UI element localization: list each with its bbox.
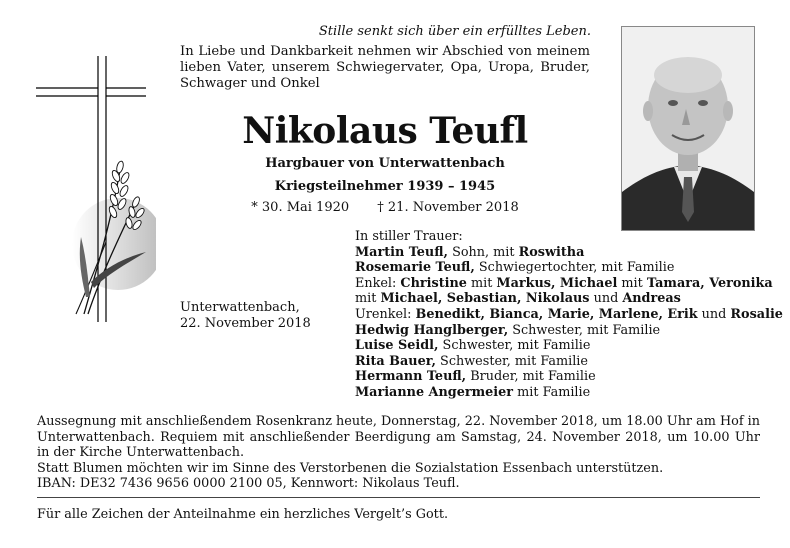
mourner-relation: mit Familie	[513, 384, 591, 400]
portrait-image	[622, 27, 754, 230]
mourner-relation: Sohn, mit	[448, 244, 519, 260]
mourner-line	[355, 245, 760, 261]
mourner-name: Christine	[400, 275, 467, 291]
mourner-name: Roswitha	[518, 244, 585, 260]
place-date	[180, 300, 345, 332]
mourner-name: Rita Bauer,	[355, 353, 436, 369]
mourner-line	[355, 369, 760, 385]
mourner-relation: Enkel:	[355, 275, 401, 291]
portrait-photo	[621, 26, 755, 231]
mourner-name: Luise Seidl,	[355, 338, 439, 354]
donation-text: Statt Blumen möchten wir im Sinne des Verstorbenen die Sozialstation Essenbach unterstützen.	[37, 460, 664, 476]
mourner-name: Michael, Sebastian, Nikolaus	[380, 291, 590, 307]
place: Unterwattenbach,	[180, 300, 300, 315]
mourner-name: Benedikt, Bianca, Marie, Marlene, Erik	[415, 306, 698, 322]
mourner-name: Markus, Michael	[496, 275, 618, 291]
iban-text: IBAN: DE32 7436 9656 0000 2100 05, Kennwort: Nikolaus Teufl.	[37, 476, 460, 492]
intro-text: In Liebe und Dankbarkeit nehmen wir Abschied von meinem lieben Vater, unserem Schwiegervater, Opa, Uropa, Bruder, Schwager und Onkel	[180, 44, 590, 91]
deceased-name: Nikolaus Teufl	[242, 110, 528, 152]
mourner-line	[355, 306, 783, 323]
cross-wheat-icon	[36, 52, 156, 332]
divider	[37, 497, 760, 498]
death-date: † 21. November 2018	[377, 200, 519, 215]
mourner-name: Rosemarie Teufl,	[355, 260, 475, 276]
mourner-line	[355, 323, 760, 339]
motto: Stille senkt sich über ein erfülltes Leben.	[318, 24, 591, 39]
mourner-name: Rosalie	[730, 306, 783, 322]
mourner-relation: und	[589, 291, 623, 307]
mourner-line	[355, 260, 760, 276]
mourner-relation: Schwester, mit Familie	[438, 338, 591, 354]
mourner-relation: Schwester, mit Familie	[435, 353, 588, 369]
mourner-name: Marianne Angermeier	[355, 384, 514, 400]
mourner-name: Tamara, Veronika	[646, 275, 773, 291]
mourner-relation: mit	[355, 291, 381, 307]
mourner-relation: und	[697, 306, 731, 322]
mourner-relation: Bruder, mit Familie	[466, 369, 596, 385]
mourner-relation: mit	[617, 275, 647, 291]
mourners-list	[355, 229, 783, 401]
mourner-name: Andreas	[622, 291, 681, 307]
mourner-line	[355, 354, 760, 370]
birth-date: * 30. Mai 1920	[251, 200, 350, 215]
mourner-name: Martin Teufl,	[355, 244, 448, 260]
mourner-line	[355, 275, 773, 292]
mourner-line	[355, 338, 760, 354]
mourners-heading: In stiller Trauer:	[355, 229, 463, 244]
mourner-line	[355, 291, 760, 307]
service-text: Aussegnung mit anschließendem Rosenkranz heute, Donnerstag, 22. November 2018, um 18.00 Uhr am Hof in Unterwattenbach. Requiem mit anschließender Beerdigung am Samstag, 24. November 2018, um 10.00 Uhr in der Kirche Unterwattenbach.	[37, 414, 760, 461]
mourner-name: Hermann Teufl,	[355, 369, 467, 385]
mourner-relation: mit	[466, 275, 497, 291]
announcement-date: 22. November 2018	[180, 316, 311, 331]
thanks-text: Für alle Zeichen der Anteilnahme ein herzliches Vergelt’s Gott.	[37, 507, 449, 522]
war-service: Kriegsteilnehmer 1939 – 1945	[274, 179, 496, 194]
mourner-relation: Schwiegertochter, mit Familie	[474, 260, 675, 276]
funeral-info	[37, 414, 760, 492]
occupation: Hargbauer von Unterwattenbach	[265, 156, 505, 171]
mourner-relation: Schwester, mit Familie	[508, 322, 661, 338]
mourner-relation: Urenkel:	[355, 306, 416, 322]
mourner-name: Hedwig Hanglberger,	[355, 322, 509, 338]
life-dates	[180, 200, 590, 215]
mourner-line	[355, 385, 760, 401]
